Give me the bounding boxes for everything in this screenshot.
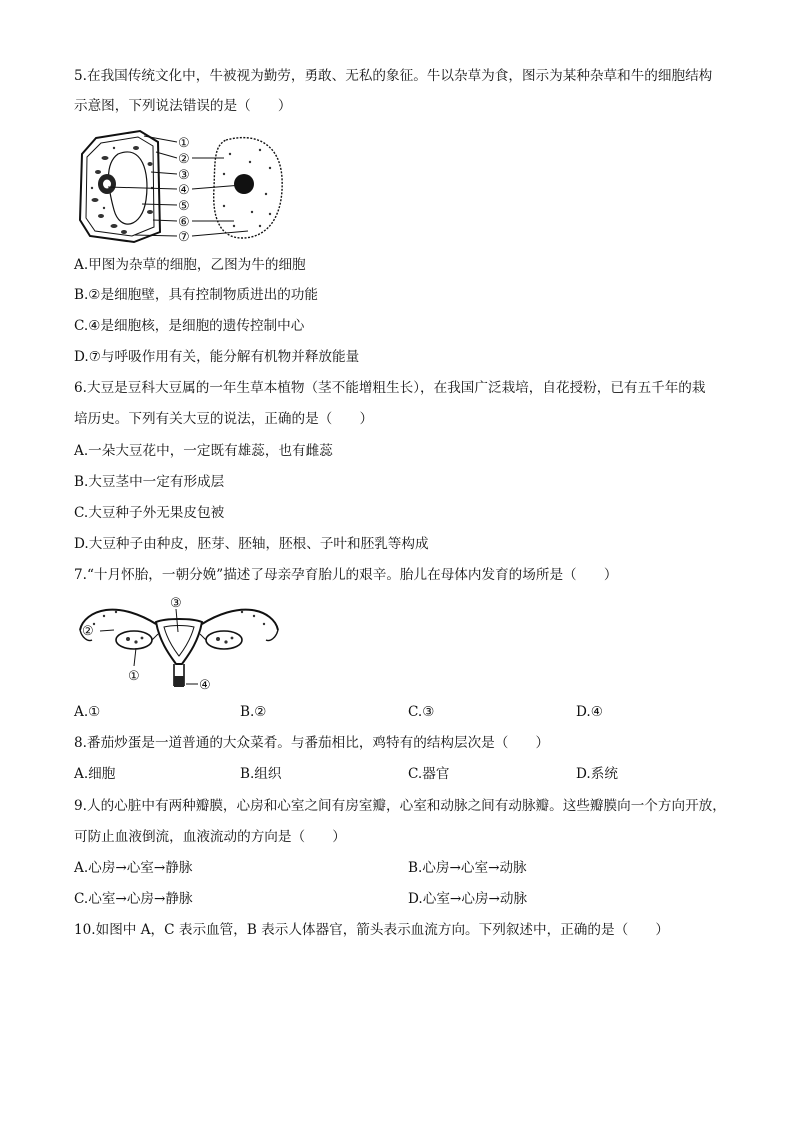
label-3: ③ bbox=[178, 168, 190, 183]
q9-option-c: C.心室→心房→静脉 bbox=[74, 891, 193, 907]
q8-stem: 8.番茄炒蛋是一道普通的大众菜肴。与番茄相比，鸡特有的结构层次是（ ） bbox=[74, 735, 550, 751]
uterus-drawing bbox=[80, 610, 278, 687]
q9-stem-line1: 9.人的心脏中有两种瓣膜，心房和心室之间有房室瓣，心室和动脉之间有动脉瓣。这些瓣膜向一个方向开放， bbox=[74, 798, 726, 814]
label-3: ③ bbox=[170, 596, 182, 611]
q5-option-c: C.④是细胞核，是细胞的遗传控制中心 bbox=[74, 318, 305, 334]
q8-option-b: B.组织 bbox=[240, 766, 282, 782]
q6-option-d: D.大豆种子由种皮，胚芽、胚轴，胚根、子叶和胚乳等构成 bbox=[74, 536, 429, 552]
q10-stem: 10.如图中 A，C 表示血管，B 表示人体器官，箭头表示血流方向。下列叙述中，正确的是（ ） bbox=[74, 922, 669, 938]
q6-stem-line2: 培历史。下列有关大豆的说法，正确的是（ ） bbox=[74, 411, 374, 427]
label-4: ④ bbox=[178, 183, 190, 198]
q7-option-c: C.③ bbox=[408, 704, 435, 720]
animal-cell-drawing bbox=[214, 138, 282, 238]
q8-option-d: D.系统 bbox=[576, 766, 618, 782]
label-1: ① bbox=[128, 669, 140, 684]
q9-option-b: B.心房→心室→动脉 bbox=[408, 860, 527, 876]
cell-figure-labels bbox=[178, 136, 190, 245]
q6-option-a: A.一朵大豆花中，一定既有雄蕊，也有雌蕊 bbox=[74, 443, 333, 459]
q5-stem-line1: 5.在我国传统文化中，牛被视为勤劳，勇敢、无私的象征。牛以杂草为食，图示为某种杂草和牛的细胞结构 bbox=[74, 68, 713, 84]
q6-option-c: C.大豆种子外无果皮包被 bbox=[74, 505, 225, 521]
cell-structure-figure bbox=[74, 128, 294, 246]
label-7: ⑦ bbox=[178, 230, 190, 245]
q9-option-a: A.心房→心室→静脉 bbox=[74, 860, 193, 876]
q9-option-d: D.心室→心房→动脉 bbox=[408, 891, 528, 907]
q6-option-b: B.大豆茎中一定有形成层 bbox=[74, 474, 225, 490]
q5-option-a: A.甲图为杂草的细胞，乙图为牛的细胞 bbox=[74, 257, 306, 273]
label-2: ② bbox=[178, 152, 190, 167]
label-5: ⑤ bbox=[178, 199, 190, 214]
label-4: ④ bbox=[199, 678, 211, 693]
q9-stem-line2: 可防止血液倒流，血液流动的方向是（ ） bbox=[74, 829, 346, 845]
q7-option-b: B.② bbox=[240, 704, 267, 720]
q7-option-d: D.④ bbox=[576, 704, 603, 720]
label-2: ② bbox=[82, 624, 94, 639]
q5-stem-line2: 示意图，下列说法错误的是（ ） bbox=[74, 98, 292, 114]
female-reproductive-figure bbox=[74, 594, 284, 696]
q8-option-c: C.器官 bbox=[408, 766, 450, 782]
q5-option-b: B.②是细胞壁，具有控制物质进出的功能 bbox=[74, 287, 318, 303]
q6-stem-line1: 6.大豆是豆科大豆属的一年生草本植物（茎不能增粗生长），在我国广泛栽培，自花授粉，已有五千年的栽 bbox=[74, 380, 706, 396]
q5-option-d: D.⑦与呼吸作用有关，能分解有机物并释放能量 bbox=[74, 349, 360, 365]
plant-cell-drawing bbox=[80, 131, 160, 242]
label-1: ① bbox=[178, 136, 190, 151]
label-6: ⑥ bbox=[178, 215, 190, 230]
q8-option-a: A.细胞 bbox=[74, 766, 116, 782]
q7-stem: 7.“十月怀胎，一朝分娩”描述了母亲孕育胎儿的艰辛。胎儿在母体内发育的场所是（ ） bbox=[74, 567, 618, 583]
q7-option-a: A.① bbox=[74, 704, 101, 720]
